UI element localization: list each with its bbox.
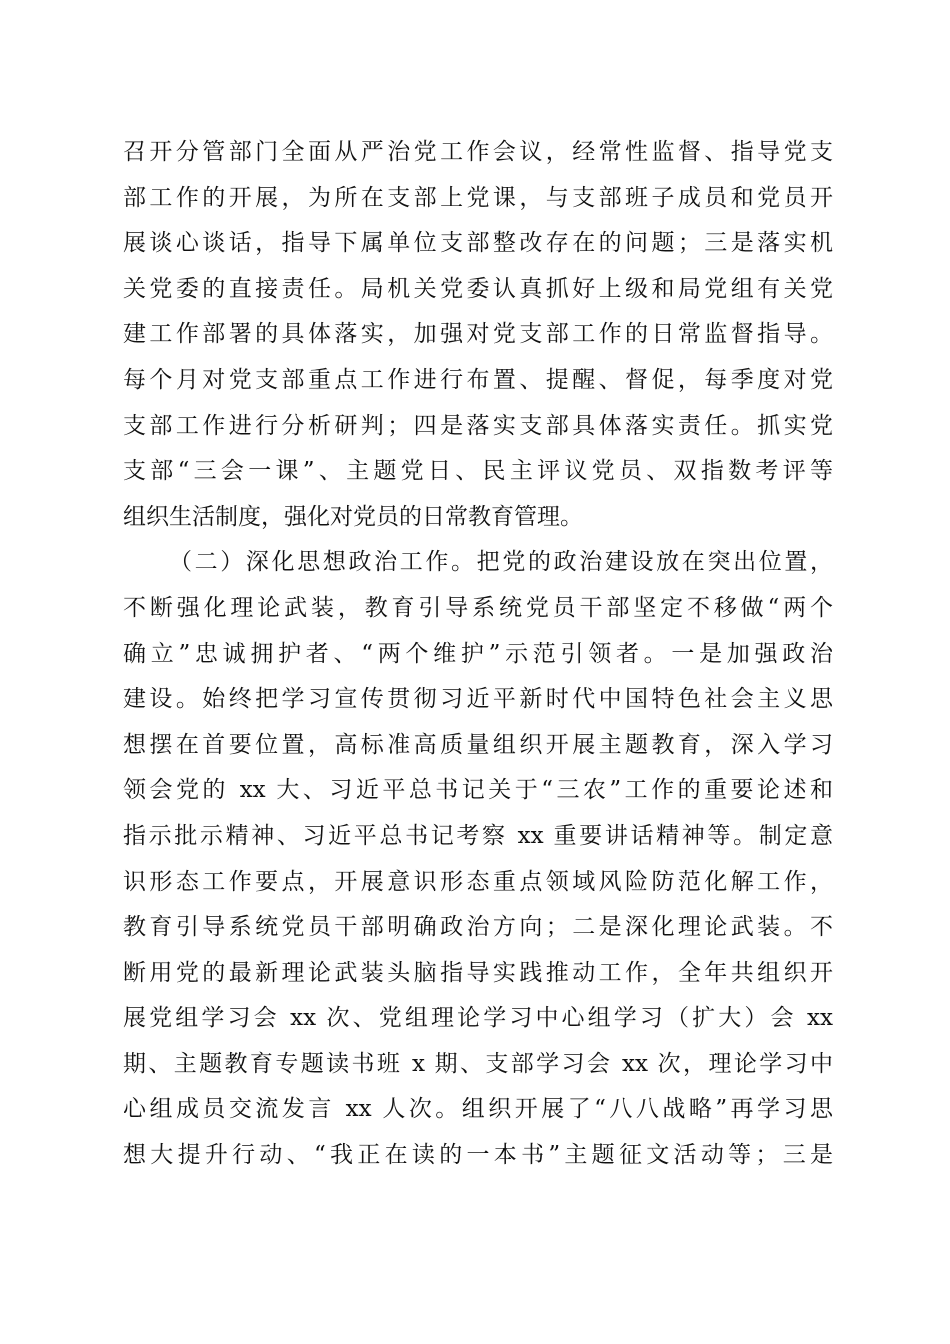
text-line: 建工作部署的具体落实，加强对党支部工作的日常监督指导。: [123, 321, 833, 348]
text-line: 每个月对党支部重点工作进行布置、提醒、督促，每季度对党: [123, 366, 833, 393]
text-line: 确立”忠诚拥护者、“两个维护”示范引领者。一是加强政治: [123, 640, 833, 667]
text-line: 展谈心谈话，指导下属单位支部整改存在的问题；三是落实机: [123, 230, 833, 257]
text-line: 期、主题教育专题读书班 x 期、支部学习会 xx 次，理论学习中: [123, 1050, 833, 1077]
paragraph-end-line: 组织生活制度，强化对党员的日常教育管理。: [123, 503, 583, 530]
text-line: 召开分管部门全面从严治党工作会议，经常性监督、指导党支: [123, 139, 833, 165]
text-line: 建设。始终把学习宣传贯彻习近平新时代中国特色社会主义思: [123, 686, 833, 713]
text-line: 断用党的最新理论武装头脑指导实践推动工作，全年共组织开: [123, 959, 833, 986]
text-line: 心组成员交流发言 xx 人次。组织开展了“八八战略”再学习思: [123, 1096, 833, 1123]
text-line: 支部“三会一课”、主题党日、民主评议党员、双指数考评等: [123, 458, 833, 485]
text-line: 支部工作进行分析研判；四是落实支部具体落实责任。抓实党: [123, 412, 833, 439]
text-line: 教育引导系统党员干部明确政治方向；二是深化理论武装。不: [123, 914, 833, 941]
text-line: 领会党的 xx 大、习近平总书记关于“三农”工作的重要论述和: [123, 777, 833, 804]
section-heading-line: （二）深化思想政治工作。把党的政治建设放在突出位置，: [169, 549, 833, 576]
text-line: 指示批示精神、习近平总书记考察 xx 重要讲话精神等。制定意: [123, 822, 833, 849]
text-line: 想摆在首要位置，高标准高质量组织开展主题教育，深入学习: [123, 731, 833, 758]
text-line: 关党委的直接责任。局机关党委认真抓好上级和局党组有关党: [123, 275, 833, 302]
text-line: 部工作的开展，为所在支部上党课，与支部班子成员和党员开: [123, 184, 833, 211]
text-line: 识形态工作要点，开展意识形态重点领域风险防范化解工作，: [123, 868, 833, 895]
document-body: [123, 130, 833, 1179]
text-line: 展党组学习会 xx 次、党组理论学习中心组学习（扩大）会 xx: [123, 1005, 833, 1032]
text-line: 不断强化理论武装，教育引导系统党员干部坚定不移做“两个: [123, 594, 833, 621]
text-line: 想大提升行动、“我正在读的一本书”主题征文活动等；三是: [123, 1142, 833, 1169]
